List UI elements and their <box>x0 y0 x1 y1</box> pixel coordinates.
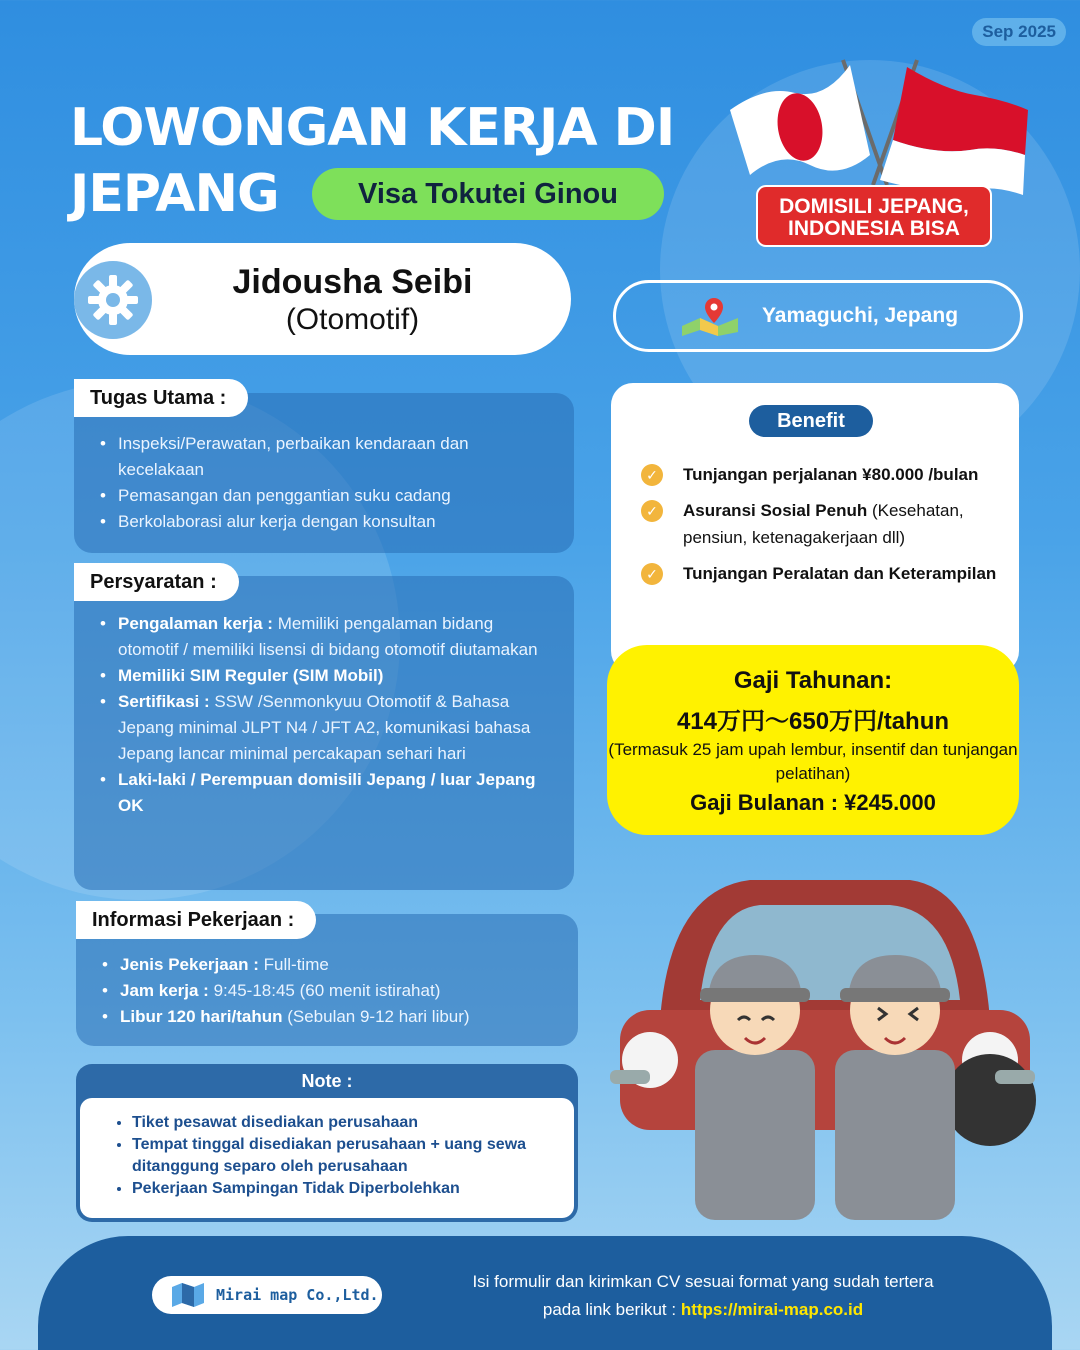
list-item <box>102 978 558 1004</box>
footer-link[interactable]: https://mirai-map.co.id <box>680 1300 864 1319</box>
indonesia-flag-icon <box>873 60 1028 195</box>
informasi-list <box>102 952 558 1030</box>
note-box <box>76 1064 578 1222</box>
syarat-bold: Sertifikasi : <box>118 692 210 711</box>
benefit-bold: Asuransi Sosial Penuh <box>683 501 868 520</box>
list-item <box>100 611 552 663</box>
syarat-text: SSW /Senmonkyuu Otomotif & Bahasa Jepang minimal JLPT N4 / JFT A2, komunikasi bahasa Jepang lancar minimal percakapan sehari hari <box>118 692 531 763</box>
list-item: • Inspeksi/Perawatan, perbaikan kendaraan dan kecelakaan <box>100 431 554 483</box>
benefit-item <box>641 497 1001 551</box>
benefit-item <box>641 560 1001 587</box>
salary-box <box>607 645 1019 835</box>
benefit-item <box>641 461 1001 488</box>
benefit-bold: Tunjangan perjalanan ¥80.000 /bulan <box>683 465 979 484</box>
info-bold: Jenis Pekerjaan : <box>120 955 259 974</box>
informasi-label: Informasi Pekerjaan : <box>76 901 316 939</box>
title-line-2: JEPANG <box>70 164 279 224</box>
location-text: Yamaguchi, Jepang <box>761 304 959 327</box>
benefit-label: Benefit <box>749 405 873 437</box>
map-pin-icon <box>678 296 742 336</box>
salary-range: 414万円～650万円/tahun <box>676 708 950 735</box>
benefit-list <box>641 461 1001 596</box>
benefit-text <box>683 497 1001 551</box>
note-list <box>132 1112 554 1200</box>
location-box <box>613 280 1023 352</box>
info-text: (Sebulan 9-12 hari libur) <box>282 1007 470 1026</box>
info-text: 9:45-18:45 (60 menit istirahat) <box>208 981 441 1000</box>
note-item: • Pekerjaan Sampingan Tidak Diperbolehkan <box>132 1178 554 1200</box>
list-item <box>100 689 552 767</box>
logo-text: Mirai map Co.,Ltd. <box>216 1286 379 1304</box>
info-bold: Jam kerja : <box>120 981 209 1000</box>
japan-flag-icon <box>730 60 887 185</box>
note-label: Note : <box>301 1071 353 1091</box>
footer-line-1: Isi formulir dan kirimkan CV sesuai format yang sudah tertera <box>472 1272 934 1291</box>
syarat-bold: Laki-laki / Perempuan domisili Jepang / luar Jepang OK <box>118 770 536 815</box>
info-text: Full-time <box>258 955 329 974</box>
footer-line-2-text: pada link berikut : <box>542 1300 681 1319</box>
benefit-rest: (Kesehatan, pensiun, ketenagakerjaan dll) <box>683 501 964 547</box>
persyaratan-list <box>100 611 552 819</box>
job-title: Jidousha Seibi <box>232 263 473 301</box>
domisili-badge: DOMISILI JEPANG, INDONESIA BISA <box>756 185 992 247</box>
list-item: • Berkolaborasi alur kerja dengan konsultan <box>100 509 554 535</box>
list-item <box>102 952 558 978</box>
check-icon: ✓ <box>641 500 663 522</box>
footer-text <box>388 1268 1018 1324</box>
syarat-text: Memiliki pengalaman bidang otomotif / memiliki lisensi di bidang otomotif diutamakan <box>118 614 538 659</box>
persyaratan-label: Persyaratan : <box>74 563 239 601</box>
benefit-bold: Tunjangan Peralatan dan Keterampilan <box>683 564 997 583</box>
list-item: • Pemasangan dan penggantian suku cadang <box>100 483 554 509</box>
footer <box>38 1236 1052 1350</box>
list-item <box>102 1004 558 1030</box>
salary-monthly: Gaji Bulanan : ¥245.000 <box>690 790 936 815</box>
note-content <box>80 1098 574 1218</box>
visa-badge: Visa Tokutei Ginou <box>312 168 664 220</box>
tugas-label: Tugas Utama : <box>74 379 248 417</box>
info-bold: Libur 120 hari/tahun <box>120 1007 283 1026</box>
note-item: • Tempat tinggal disediakan perusahaan + uang sewa ditanggung separo oleh perusahaan <box>132 1134 554 1178</box>
check-icon: ✓ <box>641 464 663 486</box>
benefit-text <box>683 461 978 488</box>
list-item <box>100 767 552 819</box>
job-subtitle: (Otomotif) <box>285 303 420 336</box>
benefit-card <box>611 383 1019 673</box>
list-item <box>100 663 552 689</box>
company-logo <box>152 1276 382 1314</box>
tugas-panel <box>74 393 574 553</box>
syarat-bold: Memiliki SIM Reguler (SIM Mobil) <box>118 666 384 685</box>
footer-line-2 <box>388 1296 1018 1324</box>
check-icon: ✓ <box>641 563 663 585</box>
note-item: • Tiket pesawat disediakan perusahaan <box>132 1112 554 1134</box>
job-card <box>74 243 571 355</box>
title-line-1: LOWONGAN KERJA DI <box>70 98 675 158</box>
benefit-text <box>683 560 996 587</box>
salary-title: Gaji Tahunan: <box>733 667 893 694</box>
syarat-bold: Pengalaman kerja : <box>118 614 273 633</box>
persyaratan-panel <box>74 576 574 890</box>
date-badge: Sep 2025 <box>972 18 1066 46</box>
salary-note: (Termasuk 25 jam upah lembur, insentif dan tunjangan pelatihan) <box>608 740 1018 783</box>
mechanics-illustration <box>600 860 1040 1220</box>
tugas-list <box>100 431 554 535</box>
map-logo-icon <box>170 1283 206 1307</box>
gear-icon <box>74 261 152 339</box>
